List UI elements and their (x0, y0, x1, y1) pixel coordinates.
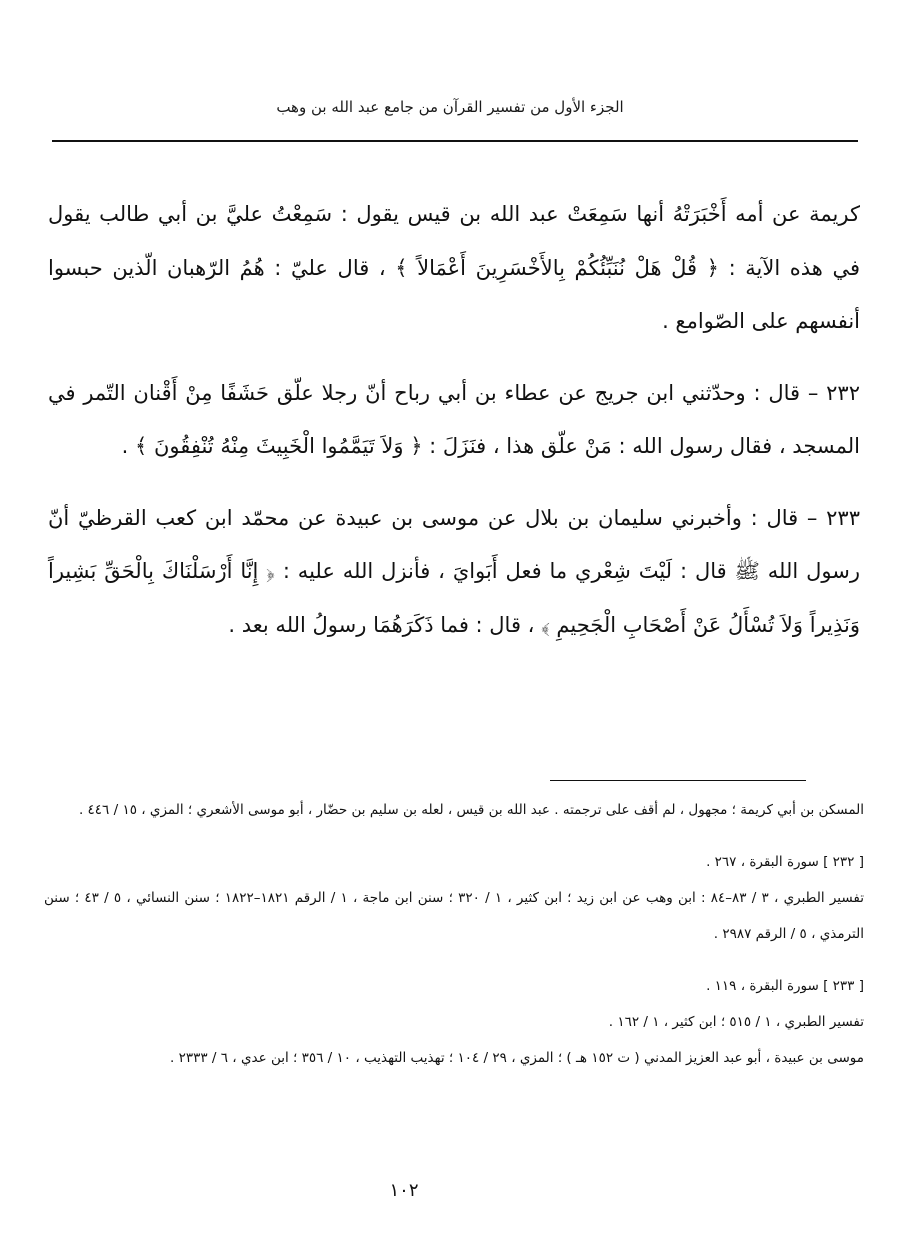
running-header: الجزء الأول من تفسير القرآن من جامع عبد الله بن وهب (276, 98, 624, 116)
footnote-list (44, 792, 864, 1076)
footnote-item: [ ٢٣٣ ] سورة البقرة ، ١١٩ . (706, 978, 864, 994)
footnote-item: المسكن بن أبي كريمة ؛ مجهول ، لم أقف على ترجمته . عبد الله بن قيس ، لعله بن سليم بن حضّار ، أبو موسى الأشعري ؛ المزي ، ١٥ / ٤٤٦ . (78, 802, 864, 818)
page-number: ١٠٢ (389, 1180, 419, 1201)
footnote-item: [ ٢٣٢ ] سورة البقرة ، ٢٦٧ . (706, 854, 864, 870)
footnote-item: تفسير الطبري ، ١ / ٥١٥ ؛ ابن كثير ، ١ / ١٦٢ . (608, 1014, 864, 1030)
footnote-item: موسى بن عبيدة ، أبو عبد العزيز المدني ( ت ١٥٢ هـ ) ؛ المزي ، ٢٩ / ١٠٤ ؛ تهذيب التهذيب ، ١٠ / ٣٥٦ ؛ ابن عدي ، ٦ / ٢٣٣٣ . (169, 1050, 864, 1066)
footnote-rule (550, 780, 806, 781)
paragraph-232: ٢٣٢ – قال : وحدّثني ابن جريج عن عطاء بن أبي رباح أنّ رجلا علّق حَشَفًا مِنْ أَقْنان التّمر في المسجد ، فقال رسول الله : مَنْ علّق هذا ، فنَزَلَ : ﴿ وَلاَ تَيَمَّمُوا الْخَبِيثَ مِنْهُ تُنْفِقُونَ ﴾ . (48, 380, 860, 458)
main-text (48, 188, 860, 670)
header-rule (52, 140, 858, 142)
paragraph-233: ٢٣٣ – قال : وأخبرني سليمان بن بلال عن موسى بن عبيدة عن محمّد ابن كعب القرظيّ أنّ رسول الله ﷺ قال : لَيْتَ شِعْري ما فعل أَبَوايَ ، فأنزل الله عليه : ﴿ إِنَّا أَرْسَلْنَاكَ بِالْحَقِّ بَشِيراً وَنَذِيراً وَلاَ تُسْأَلُ عَنْ أَصْحَابِ الْجَحِيمِ ﴾ ، قال : فما ذَكَرَهُمَا رسولُ الله بعد . (48, 505, 860, 637)
paragraph-intro: كريمة عن أمه أَخْبَرَتْهُ أنها سَمِعَتْ عبد الله بن قيس يقول : سَمِعْتُ عليَّ بن أبي طالب يقول في هذه الآية : ﴿ قُلْ هَلْ نُنَبِّئُكُمْ بِالأَخْسَرِينَ أَعْمَالاً ﴾ ، قال عليّ : هُمُ الرّهبان الّذين حبسوا أنفسهم على الصّوامع . (48, 202, 860, 333)
footnote-item: تفسير الطبري ، ٣ / ٨٣–٨٤ : ابن وهب عن ابن زيد ؛ ابن كثير ، ١ / ٣٢٠ ؛ سنن ابن ماجة ، ١ / الرقم ١٨٢١–١٨٢٢ ؛ سنن النسائي ، ٥ / ٤٣ ؛ سنن الترمذي ، ٥ / الرقم ٢٩٨٧ . (44, 890, 864, 942)
